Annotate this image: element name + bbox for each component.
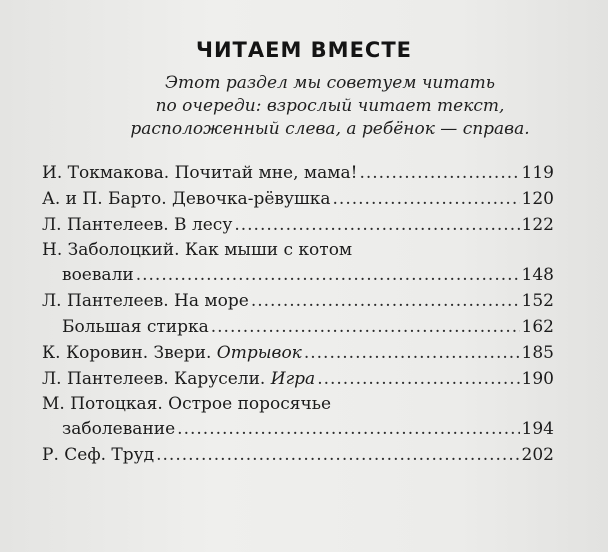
intro-line: по очереди: взрослый читает текст,: [155, 96, 505, 116]
toc-page-number: 120: [521, 189, 554, 209]
toc-entry: [42, 288, 554, 314]
dot-leader: [251, 288, 520, 314]
dot-leader: [234, 212, 519, 238]
toc-entry-text: И. Токмакова. Почитай мне, мама!: [42, 163, 358, 183]
toc-page-number: 162: [521, 317, 554, 337]
toc-entry-author-title: К. Коровин. Звери.: [42, 343, 217, 363]
toc-entry-text: Большая стирка: [62, 317, 209, 337]
toc-page-number: 152: [521, 291, 554, 311]
toc-page-number: 148: [521, 265, 554, 285]
toc-entry: [42, 392, 554, 416]
dot-leader: [333, 186, 520, 212]
toc-entry: [42, 340, 554, 366]
toc-entry: [42, 314, 554, 340]
toc-entry: [42, 212, 554, 238]
toc-entry: [42, 366, 554, 392]
toc-entry-text: Л. Пантелеев. В лесу: [42, 215, 233, 235]
dot-leader: [211, 314, 520, 340]
table-of-contents: [42, 160, 554, 468]
toc-entry-subtitle: Отрывок: [216, 343, 302, 363]
dot-leader: [317, 366, 519, 392]
toc-page-number: 194: [521, 419, 554, 439]
toc-entry: [42, 186, 554, 212]
section-intro: [80, 72, 580, 141]
dot-leader: [136, 262, 520, 288]
toc-entry-continuation: [42, 262, 554, 288]
toc-page-number: 190: [521, 369, 554, 389]
dot-leader: [359, 160, 519, 186]
toc-entry: [42, 442, 554, 468]
section-title: ЧИТАЕМ ВМЕСТЕ: [195, 38, 412, 62]
toc-entry-author-title: Л. Пантелеев. Карусели.: [42, 369, 271, 389]
toc-entry-text: А. и П. Барто. Девочка-рёвушка: [42, 189, 331, 209]
toc-entry-text: воевали: [62, 265, 134, 285]
toc-entry-text: М. Потоцкая. Острое поросячье: [42, 394, 332, 414]
toc-entry-text: Н. Заболоцкий. Как мыши с котом: [42, 240, 353, 260]
dot-leader: [304, 340, 520, 366]
toc-entry: [42, 238, 554, 262]
intro-line: расположенный слева, а ребёнок — справа.: [130, 119, 530, 139]
dot-leader: [177, 416, 519, 442]
toc-entry-text: Р. Сеф. Труд: [42, 445, 155, 465]
intro-line: Этот раздел мы советуем читать: [165, 73, 495, 93]
toc-entry-text: заболевание: [62, 419, 176, 439]
toc-entry: [42, 160, 554, 186]
toc-page-number: 202: [521, 445, 554, 465]
toc-entry-subtitle: Игра: [270, 369, 316, 389]
toc-entry-text: Л. Пантелеев. На море: [42, 291, 249, 311]
toc-entry-text: [42, 340, 302, 366]
toc-entry-text: [42, 366, 315, 392]
toc-page-number: 185: [521, 343, 554, 363]
toc-page-number: 119: [521, 163, 554, 183]
toc-entry-continuation: [42, 416, 554, 442]
toc-page-number: 122: [521, 215, 554, 235]
dot-leader: [156, 442, 519, 468]
